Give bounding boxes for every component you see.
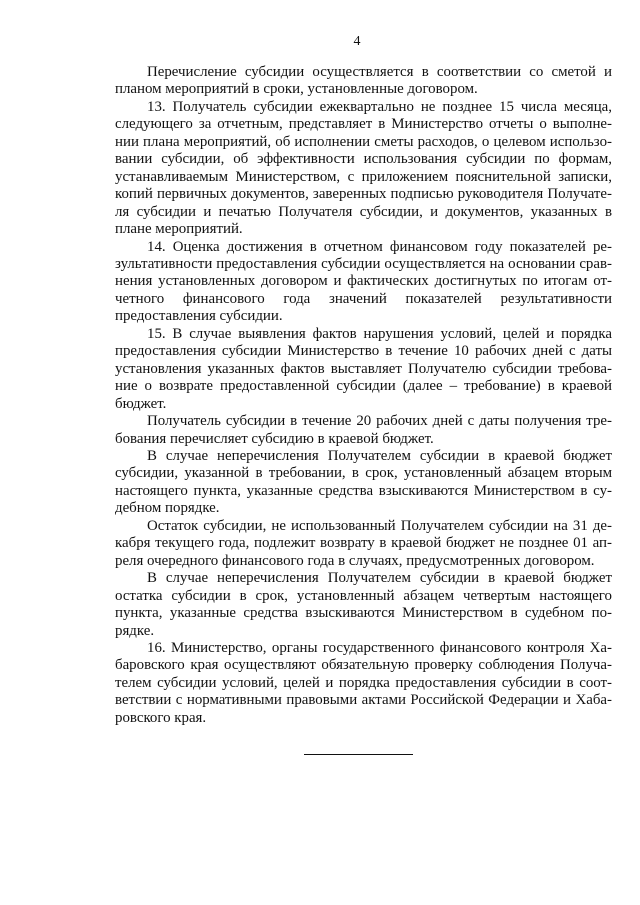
closing-separator-line (304, 754, 413, 755)
page-number: 4 (353, 34, 361, 49)
paragraph-14-evaluation: 14. Оценка достижения в отчетном финансовом году показателей результативности предоставления субсидии осуществляется на основании сравнения установленных договором и фактических достигнутых по итогам отчетного финансового года значений показателей результативности предоставления субсидии. (115, 238, 612, 325)
paragraph-15-balance-recovery: В случае неперечисления Получателем субсидии в краевой бюджет остатка субсидии в срок, установленный абзацем четвертым настоящего пункта, указанные средства взыскиваются Министерством в судебном порядке. (115, 570, 612, 639)
paragraph-16-control: 16. Министерство, органы государственного финансового контроля Хабаровского края осуществляют обязательную проверку соблюдения Получателем субсидии условий, целей и порядка предоставления субсидии в соответствии с нормативными правовыми актами Российской Федерации и Хабаровского края. (115, 639, 612, 726)
paragraph-15-refund-term: Получатель субсидии в течение 20 рабочих дней с даты получения требования перечисляет субсидию в краевой бюджет. (115, 413, 612, 447)
paragraph-15-unused-balance: Остаток субсидии, не использованный Получателем субсидии на 31 декабря текущего года, подлежит возврату в краевой бюджет не позднее 01 апреля очередного финансового года в случаях, предусмотренных договором. (115, 517, 612, 569)
paragraph-15-court-recovery: В случае неперечисления Получателем субсидии в краевой бюджет субсидии, указанной в требовании, в срок, установленный абзацем вторым настоящего пункта, указанные средства взыскиваются Министерством в судебном порядке. (115, 447, 612, 517)
paragraph-15-violations: 15. В случае выявления фактов нарушения условий, целей и порядка предоставления субсидии Министерство в течение 10 рабочих дней с даты установления указанных фактов выставляет Получателю субсидии требование о возврате предоставленной субсидии (далее – требование) в краевой бюджет. (115, 325, 612, 412)
document-body (115, 64, 612, 727)
paragraph-transfer: Перечисление субсидии осуществляется в соответствии со сметой и планом мероприятий в сроки, установленные договором. (115, 64, 612, 98)
paragraph-13-reports: 13. Получатель субсидии ежеквартально не позднее 15 числа месяца, следующего за отчетным, представляет в Министерство отчеты о выполнении плана мероприятий, об исполнении сметы расходов, о целевом использовании субсидии, об эффективности использования субсидии по формам, устанавливаемым Министерством, с приложением пояснительной записки, копий первичных документов, заверенных подписью руководителя Получателя субсидии и печатью Получателя субсидии, и документов, указанных в плане мероприятий. (115, 98, 612, 238)
